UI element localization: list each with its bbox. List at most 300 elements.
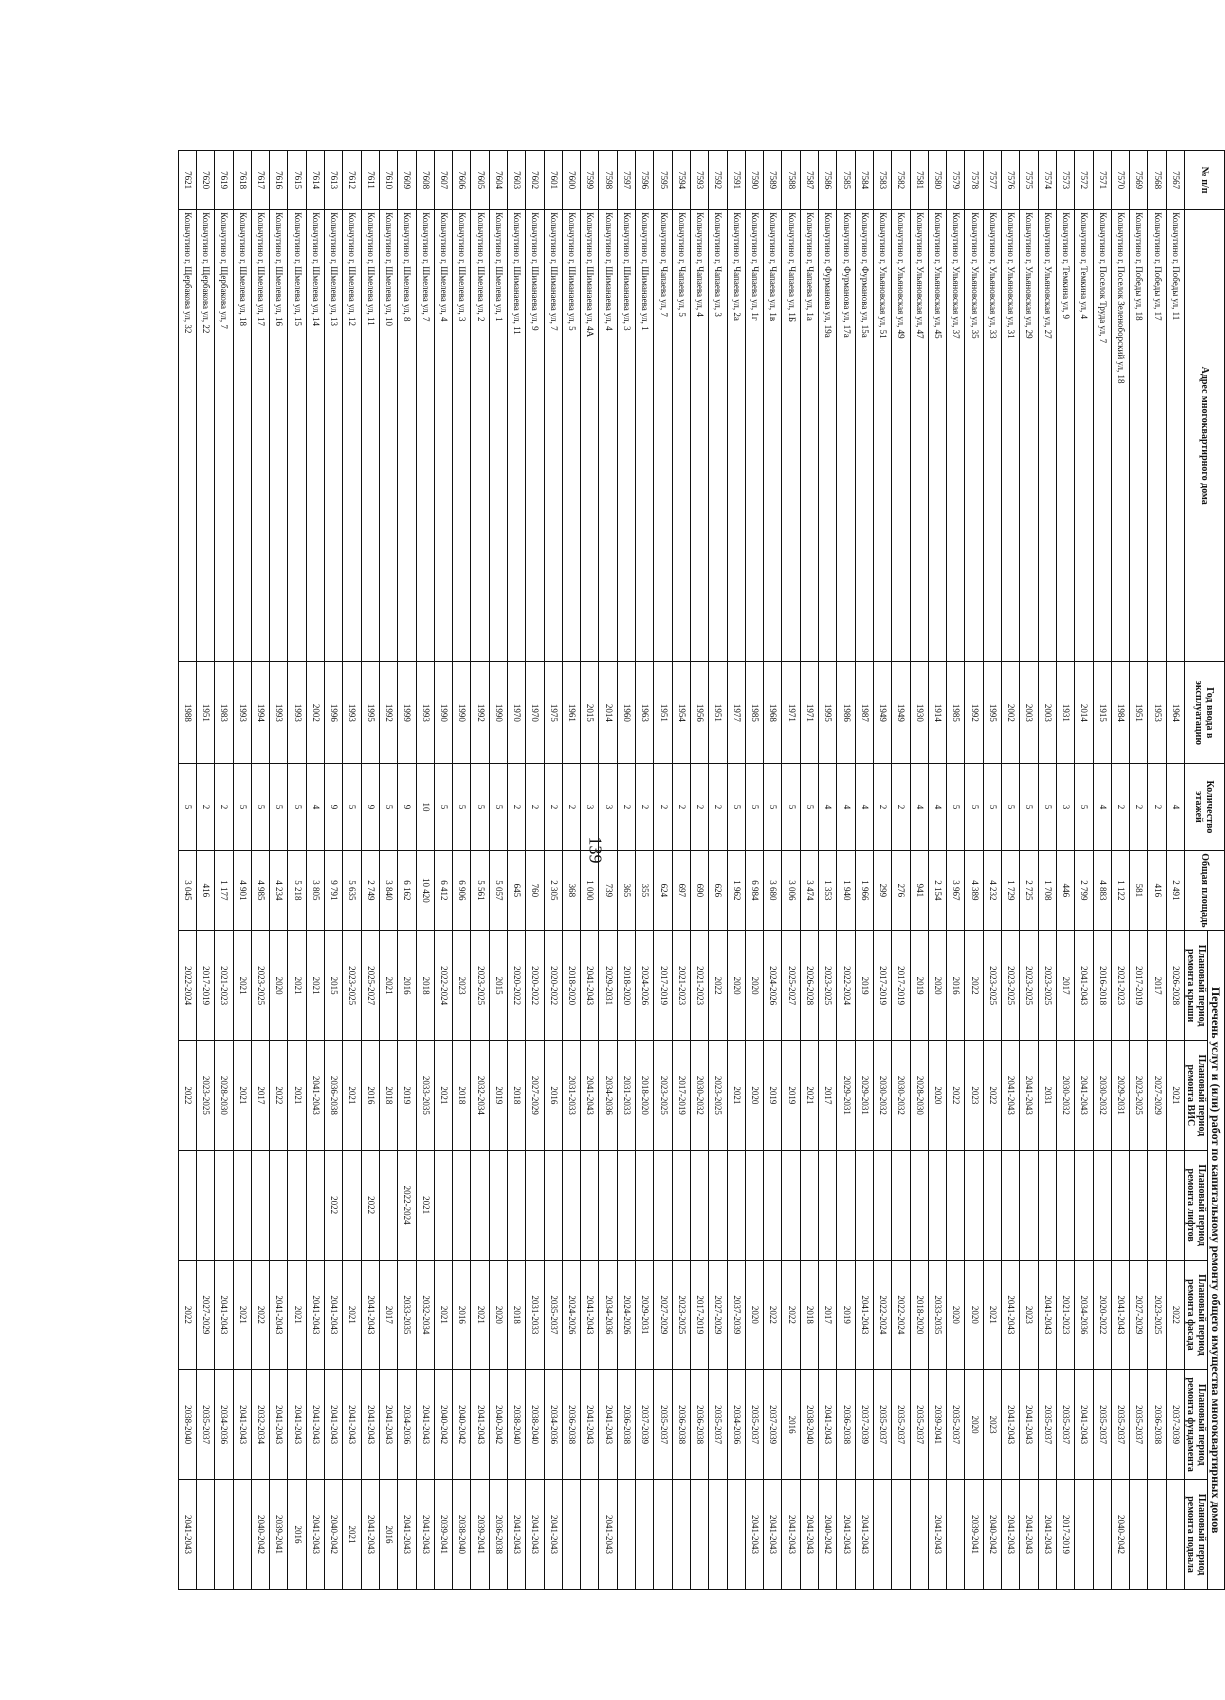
table-cell: 2034-2036 bbox=[599, 1260, 617, 1370]
table-row bbox=[599, 151, 617, 1590]
table-cell bbox=[1130, 1480, 1148, 1590]
table-cell: 2041-2043 bbox=[306, 1370, 324, 1480]
table-cell: 2018 bbox=[416, 931, 434, 1041]
table-cell: Кольчугино г, Чапаева ул, 4 bbox=[690, 210, 708, 662]
table-row bbox=[453, 151, 471, 1590]
table-cell: 9 bbox=[325, 764, 343, 850]
table-cell: 2016 bbox=[544, 1041, 562, 1151]
table-cell: 2021 bbox=[727, 1041, 745, 1151]
table-cell: 2021 bbox=[471, 1260, 489, 1370]
table-cell bbox=[855, 1150, 873, 1260]
table-cell bbox=[526, 1150, 544, 1260]
table-cell: 2021-2023 bbox=[690, 931, 708, 1041]
column-header: Плановый период ремонта ВИС bbox=[1185, 1041, 1208, 1151]
table-cell: 2022-2024 bbox=[398, 1150, 416, 1260]
table-cell: 4 232 bbox=[983, 850, 1001, 931]
table-cell: 2021-2023 bbox=[1056, 1260, 1074, 1370]
table-cell: 2021 bbox=[306, 931, 324, 1041]
table-row bbox=[873, 151, 891, 1590]
table-cell: 2027-2029 bbox=[196, 1260, 214, 1370]
table-cell: 1949 bbox=[892, 662, 910, 764]
table-cell: 2019 bbox=[489, 1041, 507, 1151]
table-cell bbox=[745, 1150, 763, 1260]
table-cell: 7616 bbox=[270, 151, 288, 210]
table-cell: 2021 bbox=[379, 931, 397, 1041]
table-cell: 2036-2038 bbox=[325, 1041, 343, 1151]
table-cell: 1961 bbox=[562, 662, 580, 764]
table-cell: Кольчугино г, Шиманаева ул, 7 bbox=[544, 210, 562, 662]
table-cell: 5 bbox=[782, 764, 800, 850]
table-cell: 2027-2029 bbox=[1148, 1041, 1166, 1151]
table-cell: 7594 bbox=[672, 151, 690, 210]
table-cell: Кольчугино г, Шмелева ул, 16 bbox=[270, 210, 288, 662]
table-cell: 2015 bbox=[325, 931, 343, 1041]
table-cell: 2 154 bbox=[928, 850, 946, 931]
table-cell: 5 635 bbox=[343, 850, 361, 931]
table-cell: 7578 bbox=[965, 151, 983, 210]
table-cell: 2025-2027 bbox=[782, 931, 800, 1041]
table-cell: 2019 bbox=[837, 1260, 855, 1370]
table-cell: 2 bbox=[1130, 764, 1148, 850]
table-cell: 6 162 bbox=[398, 850, 416, 931]
table-cell: 2 bbox=[709, 764, 727, 850]
table-cell: 2039-2041 bbox=[928, 1370, 946, 1480]
table-cell: 2 491 bbox=[1166, 850, 1184, 931]
table-cell: 2036-2038 bbox=[690, 1370, 708, 1480]
table-cell: 2041-2043 bbox=[581, 1260, 599, 1370]
table-cell: 4 bbox=[928, 764, 946, 850]
table-cell: 697 bbox=[672, 850, 690, 931]
table-cell: 2020 bbox=[947, 1260, 965, 1370]
table-cell: 1953 bbox=[1148, 662, 1166, 764]
column-header: Количество этажей bbox=[1185, 764, 1225, 850]
table-cell: 2029-2031 bbox=[1111, 1041, 1129, 1151]
table-cell: 2023-2025 bbox=[1020, 931, 1038, 1041]
table-cell: 2037-2039 bbox=[764, 1370, 782, 1480]
table-cell: 1993 bbox=[288, 662, 306, 764]
table-cell bbox=[928, 1150, 946, 1260]
table-cell: 2017 bbox=[1056, 931, 1074, 1041]
table-cell: 5 bbox=[1002, 764, 1020, 850]
table-cell: 2040-2042 bbox=[819, 1480, 837, 1590]
table-cell: 1992 bbox=[965, 662, 983, 764]
table-cell: Кольчугино г, Шмелева ул, 17 bbox=[251, 210, 269, 662]
column-header: Год ввода в эксплуатацию bbox=[1185, 662, 1225, 764]
table-cell: 5 bbox=[489, 764, 507, 850]
table-cell: 7567 bbox=[1166, 151, 1184, 210]
table-cell: 3 045 bbox=[178, 850, 196, 931]
table-cell: 2037-2039 bbox=[1166, 1370, 1184, 1480]
table-cell: Кольчугино г, Шмелева ул, 13 bbox=[325, 210, 343, 662]
table-cell bbox=[178, 1150, 196, 1260]
table-row bbox=[361, 151, 379, 1590]
table-row bbox=[837, 151, 855, 1590]
table-cell: 2028-2030 bbox=[215, 1041, 233, 1151]
table-row bbox=[343, 151, 361, 1590]
table-cell: 1968 bbox=[764, 662, 782, 764]
table-cell: 2040-2042 bbox=[1111, 1480, 1129, 1590]
table-cell: 2041-2043 bbox=[745, 1480, 763, 1590]
table-cell: 2026-2028 bbox=[1166, 931, 1184, 1041]
table-cell: 2022-2024 bbox=[873, 1260, 891, 1370]
table-cell: 1951 bbox=[654, 662, 672, 764]
table-cell: 2031 bbox=[1038, 1041, 1056, 1151]
table-cell: 2027-2029 bbox=[709, 1260, 727, 1370]
table-cell: 1949 bbox=[873, 662, 891, 764]
table-cell: 2034-2036 bbox=[215, 1370, 233, 1480]
table-cell: 2023-2025 bbox=[251, 931, 269, 1041]
table-cell bbox=[782, 1150, 800, 1260]
table-cell bbox=[1056, 1150, 1074, 1260]
table-cell bbox=[453, 1150, 471, 1260]
table-cell: 2023-2025 bbox=[819, 931, 837, 1041]
table-cell: Кольчугино г, Шиманаева ул, 3 bbox=[617, 210, 635, 662]
table-cell: 2023-2025 bbox=[1148, 1260, 1166, 1370]
table-cell: 1993 bbox=[343, 662, 361, 764]
table-cell: 2019 bbox=[782, 1041, 800, 1151]
table-cell: Кольчугино г, Шиманаева ул, 9 bbox=[526, 210, 544, 662]
table-cell: Кольчугино г, Шмелева ул, 12 bbox=[343, 210, 361, 662]
table-cell: 7575 bbox=[1020, 151, 1038, 210]
table-cell: 2023 bbox=[965, 1041, 983, 1151]
table-cell: 2017-2019 bbox=[672, 1041, 690, 1151]
table-cell: 2036-2038 bbox=[672, 1370, 690, 1480]
table-cell: Кольчугино г, Чапаева ул, 7 bbox=[654, 210, 672, 662]
table-cell: 1977 bbox=[727, 662, 745, 764]
table-cell: 2041-2043 bbox=[270, 1370, 288, 1480]
table-row bbox=[398, 151, 416, 1590]
table-cell: 2018 bbox=[508, 1041, 526, 1151]
table-cell: 7615 bbox=[288, 151, 306, 210]
table-cell: 7617 bbox=[251, 151, 269, 210]
table-cell: 2040-2042 bbox=[453, 1370, 471, 1480]
table-row bbox=[489, 151, 507, 1590]
table-cell: 2022 bbox=[965, 931, 983, 1041]
table-cell: 2020 bbox=[965, 1370, 983, 1480]
table-cell: 2 bbox=[690, 764, 708, 850]
table-row bbox=[947, 151, 965, 1590]
table-cell: 2020 bbox=[928, 1041, 946, 1151]
table-cell: 3 805 bbox=[306, 850, 324, 931]
table-row bbox=[910, 151, 928, 1590]
table-cell bbox=[1166, 1150, 1184, 1260]
table-cell: 2034-2036 bbox=[599, 1041, 617, 1151]
table-cell: 7602 bbox=[526, 151, 544, 210]
table-cell: 1992 bbox=[379, 662, 397, 764]
table-cell: 2030-2032 bbox=[873, 1041, 891, 1151]
table-cell: 6 906 bbox=[453, 850, 471, 931]
table-cell: 2041-2043 bbox=[361, 1370, 379, 1480]
table-cell bbox=[873, 1480, 891, 1590]
table-row bbox=[379, 151, 397, 1590]
table-cell: Кольчугино г, Шиманаева ул, 5 bbox=[562, 210, 580, 662]
table-cell: Кольчугино г, Шмелева ул, 3 bbox=[453, 210, 471, 662]
table-cell: 2018 bbox=[508, 1260, 526, 1370]
table-cell: 7592 bbox=[709, 151, 727, 210]
table-cell bbox=[233, 1480, 251, 1590]
table-row bbox=[1093, 151, 1111, 1590]
table-cell: Кольчугино г, Ульяновская ул, 29 bbox=[1020, 210, 1038, 662]
table-cell: 2 bbox=[215, 764, 233, 850]
table-cell: 2023-2025 bbox=[471, 931, 489, 1041]
table-cell: 2020 bbox=[745, 1041, 763, 1151]
table-cell: 7579 bbox=[947, 151, 965, 210]
table-cell bbox=[947, 1150, 965, 1260]
table-cell bbox=[654, 1480, 672, 1590]
table-cell: 624 bbox=[654, 850, 672, 931]
table-cell: 2040-2042 bbox=[434, 1370, 452, 1480]
table-cell: 2041-2043 bbox=[1075, 931, 1093, 1041]
table-row bbox=[892, 151, 910, 1590]
table-cell: 2033-2035 bbox=[398, 1260, 416, 1370]
table-cell: Кольчугино г, Чапаева ул, 1Б bbox=[782, 210, 800, 662]
table-cell: 2018 bbox=[379, 1041, 397, 1151]
table-cell: 2018 bbox=[453, 1041, 471, 1151]
table-cell: 2029-2031 bbox=[837, 1041, 855, 1151]
column-header: Плановый период ремонта фасада bbox=[1185, 1260, 1208, 1370]
table-cell: 2017 bbox=[819, 1041, 837, 1151]
table-cell: 2016 bbox=[361, 1041, 379, 1151]
table-cell: 1970 bbox=[526, 662, 544, 764]
table-cell: Кольчугино г, Фурманова ул, 19а bbox=[819, 210, 837, 662]
table-cell: 1990 bbox=[489, 662, 507, 764]
table-cell: 2 bbox=[1148, 764, 1166, 850]
table-cell: 2022 bbox=[1166, 1260, 1184, 1370]
table-cell: 2023-2025 bbox=[672, 1260, 690, 1370]
table-cell: 2016 bbox=[379, 1480, 397, 1590]
table-cell: 2041-2043 bbox=[343, 1370, 361, 1480]
table-cell: 2039-2041 bbox=[965, 1480, 983, 1590]
table-cell: 7621 bbox=[178, 151, 196, 210]
table-cell: 1985 bbox=[947, 662, 965, 764]
table-cell: 4 bbox=[819, 764, 837, 850]
table-cell: 1963 bbox=[636, 662, 654, 764]
table-cell: 7584 bbox=[855, 151, 873, 210]
table-cell: 2 bbox=[636, 764, 654, 850]
table-cell: Кольчугино г, Чапаева ул, 1в bbox=[764, 210, 782, 662]
table-row bbox=[178, 151, 196, 1590]
table-cell: 7596 bbox=[636, 151, 654, 210]
table-cell: Кольчугино г, Шмелева ул, 14 bbox=[306, 210, 324, 662]
table-row bbox=[215, 151, 233, 1590]
table-cell: Кольчугино г, Щербакова ул, 32 bbox=[178, 210, 196, 662]
table-cell: 2024-2026 bbox=[617, 1260, 635, 1370]
table-cell: 3 474 bbox=[800, 850, 818, 931]
table-cell: 2034-2036 bbox=[544, 1370, 562, 1480]
table-cell: 2022-2024 bbox=[892, 1260, 910, 1370]
table-cell: 2 bbox=[508, 764, 526, 850]
column-header: Плановый период ремонта фундамента bbox=[1185, 1370, 1208, 1480]
table-cell: 581 bbox=[1130, 850, 1148, 931]
table-cell: 2019 bbox=[855, 931, 873, 1041]
table-cell: 2041-2043 bbox=[581, 1041, 599, 1151]
table-cell: 5 bbox=[745, 764, 763, 850]
table-cell: 2022 bbox=[782, 1260, 800, 1370]
table-cell: 2035-2037 bbox=[544, 1260, 562, 1370]
table-cell bbox=[727, 1480, 745, 1590]
table-cell: 2041-2043 bbox=[764, 1480, 782, 1590]
table-cell: 2029-2031 bbox=[855, 1041, 873, 1151]
table-cell bbox=[1038, 1150, 1056, 1260]
table-cell: 2021 bbox=[288, 1041, 306, 1151]
table-cell bbox=[343, 1150, 361, 1260]
table-cell: 1 122 bbox=[1111, 850, 1129, 931]
table-cell: 2025-2027 bbox=[361, 931, 379, 1041]
table-cell: 2016 bbox=[288, 1480, 306, 1590]
table-row bbox=[782, 151, 800, 1590]
table-cell bbox=[288, 1150, 306, 1260]
table-cell: 5 bbox=[178, 764, 196, 850]
table-cell: 1964 bbox=[1166, 662, 1184, 764]
table-cell: 5 bbox=[288, 764, 306, 850]
table-cell: 2041-2043 bbox=[1002, 1260, 1020, 1370]
table-cell: 2023 bbox=[1020, 1260, 1038, 1370]
table-cell: 5 bbox=[379, 764, 397, 850]
table-cell: 2016-2018 bbox=[1093, 931, 1111, 1041]
table-cell: 4 bbox=[306, 764, 324, 850]
table-cell: 7582 bbox=[892, 151, 910, 210]
table-cell: 1954 bbox=[672, 662, 690, 764]
table-cell bbox=[617, 1150, 635, 1260]
table-cell: 1914 bbox=[928, 662, 946, 764]
table-cell: 2035-2037 bbox=[1093, 1370, 1111, 1480]
table-cell: 1951 bbox=[196, 662, 214, 764]
table-cell: 3 bbox=[581, 764, 599, 850]
table-cell: Кольчугино г, Чапаева ул, 3 bbox=[709, 210, 727, 662]
table-cell: 2035-2037 bbox=[196, 1370, 214, 1480]
table-cell: 1970 bbox=[508, 662, 526, 764]
table-cell: 368 bbox=[562, 850, 580, 931]
table-cell: 1 353 bbox=[819, 850, 837, 931]
table-cell: 2014 bbox=[1075, 662, 1093, 764]
table-cell: 2030-2032 bbox=[690, 1041, 708, 1151]
table-cell: 2002 bbox=[1002, 662, 1020, 764]
table-cell: 2041-2043 bbox=[361, 1480, 379, 1590]
column-header: Плановый период ремонта подвала bbox=[1185, 1480, 1208, 1590]
table-cell: 2037-2039 bbox=[727, 1260, 745, 1370]
table-cell: 2021-2023 bbox=[1111, 931, 1129, 1041]
table-cell: 2041-2043 bbox=[1038, 1260, 1056, 1370]
table-cell: 2 bbox=[1111, 764, 1129, 850]
table-cell: 355 bbox=[636, 850, 654, 931]
table-cell: 690 bbox=[690, 850, 708, 931]
table-cell bbox=[983, 1150, 1001, 1260]
table-cell bbox=[379, 1150, 397, 1260]
table-row bbox=[196, 151, 214, 1590]
table-row bbox=[745, 151, 763, 1590]
table-cell: 2017 bbox=[379, 1260, 397, 1370]
table-cell: 1951 bbox=[1130, 662, 1148, 764]
table-cell: 1971 bbox=[782, 662, 800, 764]
column-header: Плановый период ремонта крыши bbox=[1185, 931, 1208, 1041]
table-cell: 2021-2023 bbox=[215, 931, 233, 1041]
table-cell: 1990 bbox=[434, 662, 452, 764]
table-cell: 2021 bbox=[1166, 1041, 1184, 1151]
table-cell: 5 bbox=[1038, 764, 1056, 850]
table-cell: 7601 bbox=[544, 151, 562, 210]
table-cell bbox=[196, 1150, 214, 1260]
table-cell: 2022 bbox=[270, 1041, 288, 1151]
table-cell: 2041-2043 bbox=[379, 1370, 397, 1480]
table-cell: 1985 bbox=[745, 662, 763, 764]
table-row bbox=[1056, 151, 1074, 1590]
table-cell: Кольчугино г, Щербакова ул, 22 bbox=[196, 210, 214, 662]
table-cell bbox=[215, 1150, 233, 1260]
table-cell: 2041-2043 bbox=[599, 1370, 617, 1480]
table-cell: 2032-2034 bbox=[471, 1041, 489, 1151]
table-cell: 2020 bbox=[928, 931, 946, 1041]
table-cell: 2041-2043 bbox=[471, 1370, 489, 1480]
table-cell: 2019 bbox=[398, 1041, 416, 1151]
table-cell: 1951 bbox=[709, 662, 727, 764]
table-cell: 7597 bbox=[617, 151, 635, 210]
table-cell: 2041-2043 bbox=[837, 1480, 855, 1590]
table-row bbox=[928, 151, 946, 1590]
table-cell: 2021 bbox=[343, 1041, 361, 1151]
table-cell: 2023-2025 bbox=[709, 1041, 727, 1151]
table-cell: 7586 bbox=[819, 151, 837, 210]
table-cell: Кольчугино г, Победы ул, 18 bbox=[1130, 210, 1148, 662]
table-row bbox=[764, 151, 782, 1590]
table-cell: 4 bbox=[1093, 764, 1111, 850]
table-cell: 1984 bbox=[1111, 662, 1129, 764]
table-cell: 2 bbox=[526, 764, 544, 850]
table-cell: 1 708 bbox=[1038, 850, 1056, 931]
page-number: 139 bbox=[585, 836, 606, 864]
table-cell bbox=[1020, 1150, 1038, 1260]
table-cell: 7604 bbox=[489, 151, 507, 210]
table-cell: 9 bbox=[398, 764, 416, 850]
table-cell: 2017-2019 bbox=[1130, 931, 1148, 1041]
table-cell: 2036-2038 bbox=[489, 1480, 507, 1590]
table-cell: Кольчугино г, Шмелева ул, 10 bbox=[379, 210, 397, 662]
table-cell: 7600 bbox=[562, 151, 580, 210]
table-row bbox=[727, 151, 745, 1590]
table-cell: 7607 bbox=[434, 151, 452, 210]
table-cell bbox=[1002, 1150, 1020, 1260]
table-cell: 2029-2031 bbox=[636, 1260, 654, 1370]
group-header: Перечень услуг и (или) работ по капитальному ремонту общего имущества многоквартирных домов bbox=[1208, 931, 1225, 1590]
table-cell: 7577 bbox=[983, 151, 1001, 210]
table-cell: 2041-2043 bbox=[526, 1480, 544, 1590]
table-cell: 2041-2043 bbox=[928, 1480, 946, 1590]
table-cell bbox=[837, 1150, 855, 1260]
table-cell: 2041-2043 bbox=[1002, 1041, 1020, 1151]
table-cell: 7612 bbox=[343, 151, 361, 210]
table-cell: 2041-2043 bbox=[508, 1480, 526, 1590]
table-row bbox=[654, 151, 672, 1590]
table-cell: 2040-2042 bbox=[325, 1480, 343, 1590]
table-cell: 2015 bbox=[581, 662, 599, 764]
table-cell: 2018-2020 bbox=[910, 1260, 928, 1370]
table-cell: 2041-2043 bbox=[782, 1480, 800, 1590]
table-cell: 1994 bbox=[251, 662, 269, 764]
table-row bbox=[1002, 151, 1020, 1590]
table-cell: 2022-2024 bbox=[178, 931, 196, 1041]
table-cell bbox=[690, 1150, 708, 1260]
table-cell: 2041-2043 bbox=[233, 1370, 251, 1480]
table-cell: 7613 bbox=[325, 151, 343, 210]
table-cell: 1995 bbox=[361, 662, 379, 764]
table-cell: 1 729 bbox=[1002, 850, 1020, 931]
table-row bbox=[965, 151, 983, 1590]
table-cell: 2035-2037 bbox=[947, 1370, 965, 1480]
table-cell: 2039-2041 bbox=[434, 1480, 452, 1590]
table-cell: Кольчугино г, Ульяновская ул, 45 bbox=[928, 210, 946, 662]
table-cell: 7585 bbox=[837, 151, 855, 210]
table-cell: 5 bbox=[1075, 764, 1093, 850]
table-cell: 2027-2029 bbox=[654, 1260, 672, 1370]
